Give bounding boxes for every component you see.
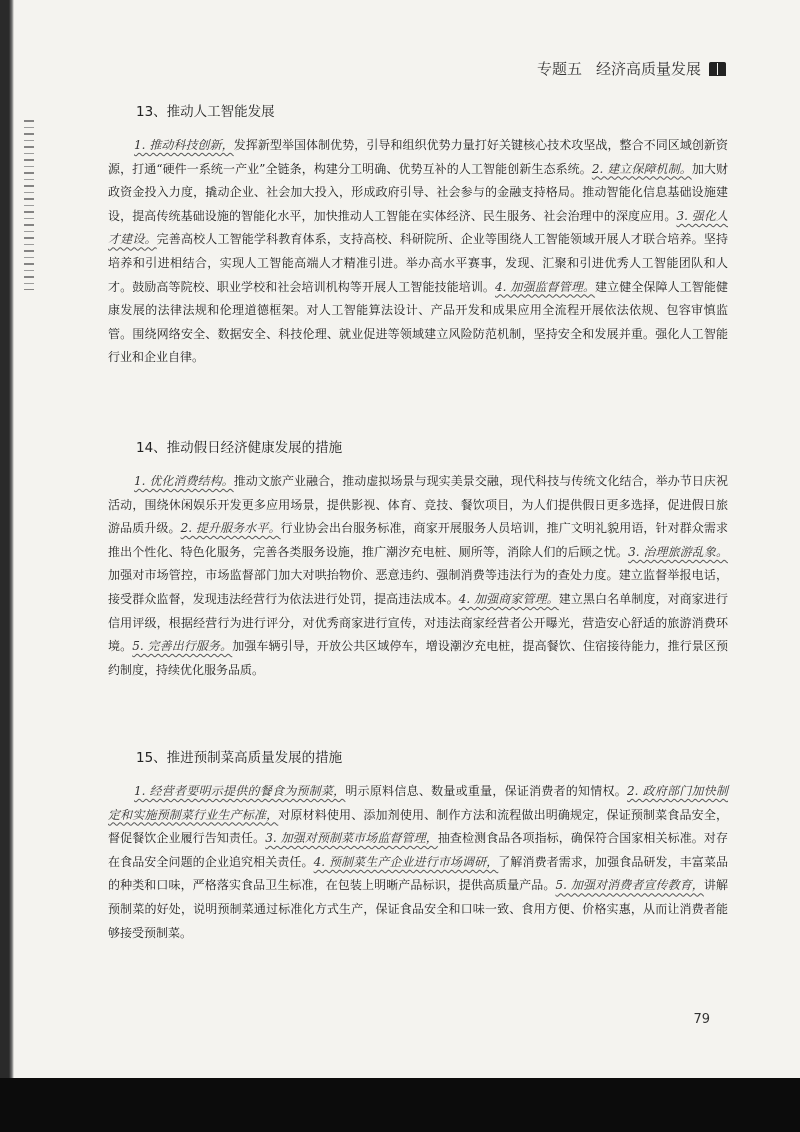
handwritten-point: 3. 强化人才建设。 [108, 208, 729, 247]
handwritten-point: 3. 治理旅游乱象。 [628, 544, 728, 559]
point-text: 明示原料信息、数量或重量，保证消费者的知情权。 [345, 784, 628, 798]
point-text: 建立健全保障人工智能健康发展的法律法规和伦理道德框架。对人工智能算法设计、产品开发和成果应用全流程开展依法依规、包容审慎监管。围绕网络安全、数据安全、科技伦理、就业促进等领域建立风险防范机制，坚持安全和发展并重。强化人工智能行业和企业自律。 [108, 279, 728, 365]
point-text: 加强对市场管控，市场监督部门加大对哄抬物价、恶意违约、强制消费等违法行为的查处力度。建立监督举报电话，接受群众监督，发现违法经营行为依法进行处罚，提高违法成本。 [108, 568, 728, 606]
handwritten-point: 4. 预制菜生产企业进行市场调研， [313, 854, 499, 869]
section-body [108, 780, 728, 945]
header-title: 经济高质量发展 [595, 60, 701, 78]
handwritten-point: 1. 优化消费结构。 [134, 474, 234, 488]
section-heading: 14、推动假日经济健康发展的措施 [136, 440, 343, 456]
point-text: 讲解预制菜的好处，说明预制菜通过标准化方式生产，保证食品安全和口味一致、食用方便、价格实惠，从而让消费者能够接受预制菜。 [108, 878, 728, 940]
section-heading: 15、推进预制菜高质量发展的措施 [136, 750, 343, 766]
point-text: 行业协会出台服务标准，商家开展服务人员培训，推广文明礼貌用语，针对群众需求推出个性化、特色化服务，完善各类服务设施，推广潮汐充电桩、厕所等，消除人们的后顾之忧。 [108, 521, 728, 559]
point-text: 加大财政资金投入力度，撬动企业、社会加大投入，形成政府引导、社会参与的金融支持格局。推动智能化信息基础设施建设，提高传统基础设施的智能化水平，加快推动人工智能在实体经济、民生服务、社会治理中的深度应用。 [108, 161, 728, 223]
point-text: 建立黑白名单制度，对商家进行信用评级，根据经营行为进行评分，对优秀商家进行宣传，对违法商家经营者公开曝光，营造安心舒适的旅游消费环境。 [108, 591, 728, 654]
section-body [108, 470, 728, 682]
section-body [108, 134, 728, 370]
page-header [537, 58, 726, 79]
handwritten-point: 4. 加强监督管理。 [495, 279, 596, 294]
handwritten-point: 1. 推动科技创新， [134, 138, 234, 152]
handwritten-point: 2. 提升服务水平。 [180, 521, 281, 536]
handwritten-point: 3. 加强对预制菜市场监督管理， [265, 831, 438, 846]
section-14 [108, 438, 728, 682]
handwritten-point: 5. 加强对消费者宣传教育， [555, 878, 704, 893]
page-number: 79 [693, 1012, 710, 1027]
scan-bottom-band [0, 1078, 800, 1132]
header-section: 专题五 [536, 60, 582, 78]
handwritten-point: 4. 加强商家管理。 [458, 591, 559, 606]
point-text: 完善高校人工智能学科教育体系，支持高校、科研院所、企业等围绕人工智能领域开展人才联合培养。坚持培养和引进相结合，实现人工智能高端人才精准引进。举办高水平赛事，发现、汇聚和引进优秀人工智能团队和人才。鼓励高等院校、职业学校和社会培训机构等开展人工智能技能培训。 [108, 232, 728, 294]
point-text: 发挥新型举国体制优势，引导和组织优势力量打好关键核心技术攻坚战，整合不同区域创新资源，打通“硬件一系统一产业”全链条，构建分工明确、优势互补的人工智能创新生态系统。 [108, 138, 728, 176]
scan-binding-edge [0, 0, 14, 1132]
point-text: 推动文旅产业融合，推动虚拟场景与现实美景交融，现代科技与传统文化结合，举办节日庆祝活动，围绕休闲娱乐开发更多应用场景，提供影视、体育、竞技、餐饮项目，为人们提供假日更多选择，促进假日旅游品质升级。 [108, 474, 728, 536]
section-13 [108, 102, 728, 370]
handwritten-point: 2. 建立保障机制。 [591, 161, 692, 176]
point-text: 对原材料使用、添加剂使用、制作方法和流程做出明确规定，保证预制菜食品安全，督促餐饮企业履行告知责任。 [108, 807, 728, 846]
point-text: 加强车辆引导，开放公共区域停车，增设潮汐充电桩，提高餐饮、住宿接待能力，推行景区预约制度，持续优化服务品质。 [108, 639, 729, 677]
handwritten-point: 1. 经营者要明示提供的餐食为预制菜， [134, 784, 346, 798]
point-text: 了解消费者需求，加强食品研发，丰富菜品的种类和口味，严格落实食品卫生标准，在包装上明晰产品标识，提供高质量产品。 [108, 854, 728, 893]
scan-artifacts [24, 120, 34, 290]
point-text: 抽查检测食品各项指标，确保符合国家相关标准。对存在食品安全问题的企业追究相关责任。 [108, 831, 728, 869]
handwritten-point: 2. 政府部门加快制定和实施预制菜行业生产标准， [108, 784, 729, 822]
handwritten-point: 5. 完善出行服务。 [132, 639, 233, 654]
section-15 [108, 748, 728, 945]
book-icon [709, 62, 726, 76]
section-heading: 13、推动人工智能发展 [136, 104, 275, 120]
